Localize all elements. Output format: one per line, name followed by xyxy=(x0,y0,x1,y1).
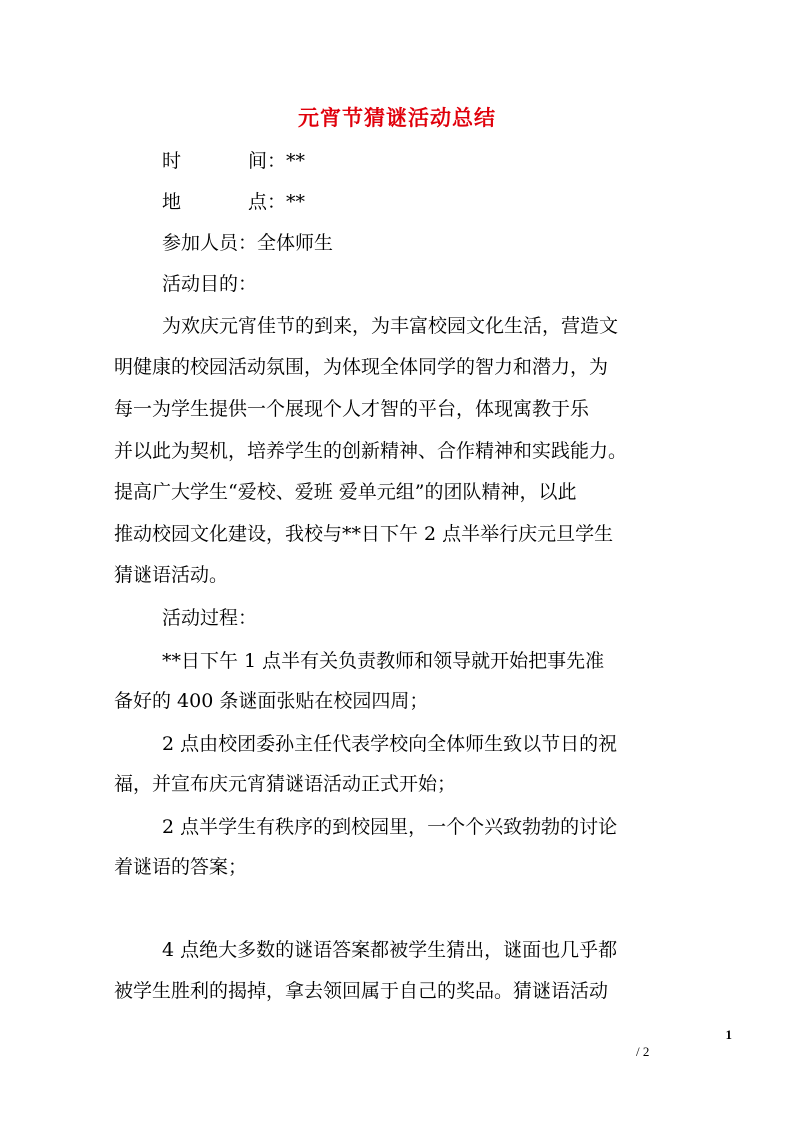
process-paragraph-line: 福，并宣布庆元宵猜谜语活动正式开始； xyxy=(114,773,457,795)
purpose-paragraph-line: 猜谜语活动。 xyxy=(114,564,229,586)
process-paragraph-line: 着谜语的答案； xyxy=(114,856,248,878)
process-paragraph-line: 备好的 400 条谜面张贴在校园四周； xyxy=(114,690,429,712)
purpose-paragraph-line: 明健康的校园活动氛围，为体现全体同学的智力和潜力，为 xyxy=(114,356,609,378)
page-title: 元宵节猜谜活动总结 xyxy=(298,105,496,130)
process-paragraph-line: 被学生胜利的揭掉，拿去领回属于自己的奖品。猜谜语活动 xyxy=(114,980,609,1002)
purpose-paragraph-line: 提高广大学生“爱校、爱班 爱单元组”的团队精神，以此 xyxy=(114,481,577,503)
process-heading: 活动过程： xyxy=(162,607,258,629)
page-count: / 2 xyxy=(636,1044,650,1059)
time-value: 间：** xyxy=(248,150,306,172)
participants-line: 参加人员：全体师生 xyxy=(162,232,334,254)
purpose-paragraph-line: 每一为学生提供一个展现个人才智的平台，体现寓教于乐 xyxy=(114,398,590,420)
purpose-paragraph-line: 并以此为契机，培养学生的创新精神、合作精神和实践能力。 xyxy=(114,440,628,462)
purpose-paragraph-line: 推动校园文化建设，我校与**日下午 2 点半举行庆元旦学生 xyxy=(114,523,614,545)
place-label: 地 xyxy=(162,191,182,213)
time-field xyxy=(162,146,742,176)
time-label: 时 xyxy=(162,150,182,172)
process-paragraph-line: **日下午 1 点半有关负责教师和领导就开始把事先准 xyxy=(162,650,605,672)
purpose-heading: 活动目的： xyxy=(162,273,258,295)
place-value: 点：** xyxy=(248,191,306,213)
purpose-paragraph-line: 为欢庆元宵佳节的到来，为丰富校园文化生活，营造文 xyxy=(162,315,619,337)
process-paragraph-line: 2 点由校团委孙主任代表学校向全体师生致以节日的祝 xyxy=(162,733,618,755)
page-number: 1 xyxy=(725,1027,732,1042)
place-field xyxy=(162,187,742,217)
process-paragraph-line: 2 点半学生有秩序的到校园里，一个个兴致勃勃的讨论 xyxy=(162,816,618,838)
process-paragraph-line: 4 点绝大多数的谜语答案都被学生猜出，谜面也几乎都 xyxy=(162,939,618,961)
